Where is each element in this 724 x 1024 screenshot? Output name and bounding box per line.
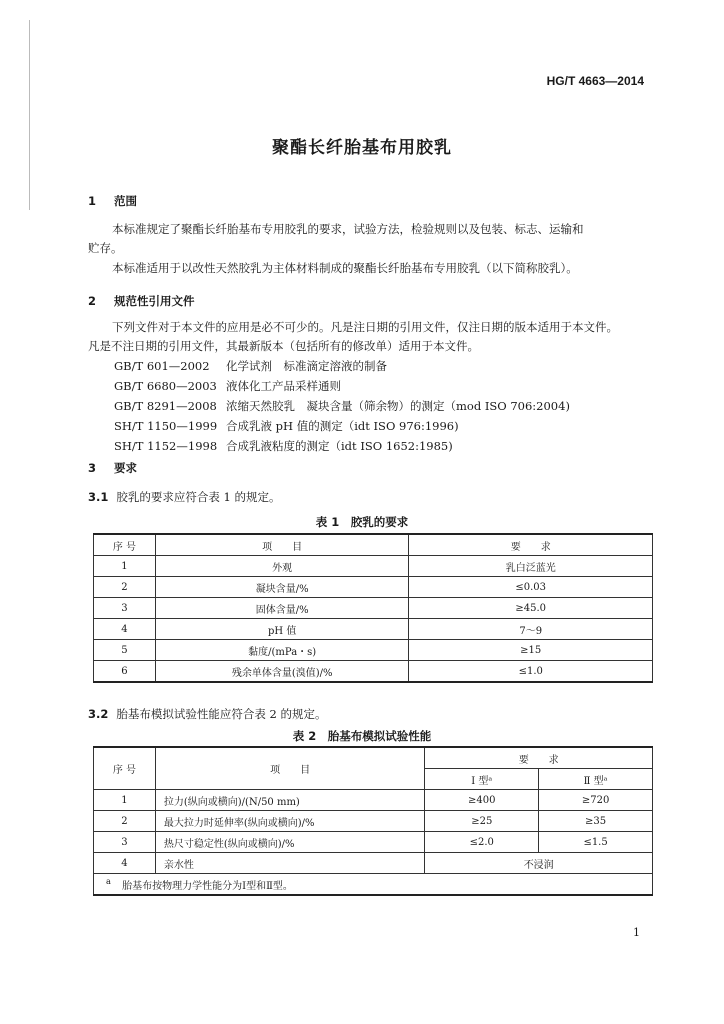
section-2-title: 规范性引用文件 [114,294,195,308]
table-cell: 亲水性 [155,853,425,874]
table-cell: ≥720 [539,790,653,811]
table-cell: 不浸润 [425,853,653,874]
table-cell: 固体含量/% [155,598,409,619]
section-3-heading [88,460,137,476]
table-cell: ≥45.0 [409,598,653,619]
reference-title: 合成乳液 pH 值的测定（idt ISO 976:1996) [226,419,459,433]
reference-item [114,418,459,434]
table-cell: 5 [94,640,156,661]
section-2-p1-line1: 下列文件对于本文件的应用是必不可少的。凡是注日期的引用文件，仅注日期的版本适用于本文件。 [112,320,618,334]
reference-code: SH/T 1152—1998 [114,439,218,453]
table-row [94,577,653,598]
table-2-header-item: 项 目 [155,747,425,790]
section-3-title: 要求 [114,461,138,475]
reference-title: 化学试剂 标准滴定溶液的制备 [226,359,387,373]
table-2-footnote [94,874,653,896]
table-cell: ≤0.03 [409,577,653,598]
table-2-caption: 表 2 胎基布模拟试验性能 [292,729,432,743]
clause-3-1-text: 胶乳的要求应符合表 1 的规定。 [116,490,281,504]
footnote-mark: a [106,876,111,887]
table-row [94,661,653,683]
reference-title: 液体化工产品采样通则 [226,379,341,393]
reference-code: GB/T 6680—2003 [114,379,217,393]
table-cell: 热尺寸稳定性(纵向或横向)/% [155,832,425,853]
table-2-header-requirement: 要 求 [425,747,653,769]
table-cell: 7～9 [409,619,653,640]
table-2-header-row [94,747,653,769]
table-2-footnote-row [94,874,653,896]
table-1-caption: 表 1 胶乳的要求 [315,515,409,529]
table-1-header-no: 序 号 [94,534,156,556]
section-3-number: 3 [88,461,97,475]
reference-item [114,378,341,394]
table-1-header-row [94,534,653,556]
table-cell: 外观 [155,556,409,577]
clause-3-1-number: 3.1 [88,490,109,504]
section-2-p1-line2: 凡是不注日期的引用文件，其最新版本（包括所有的修改单）适用于本文件。 [88,339,479,353]
table-cell: 6 [94,661,156,683]
table-cell: ≥15 [409,640,653,661]
table-row [94,790,653,811]
section-1-p1-line2: 贮存。 [88,241,123,255]
section-1-number: 1 [88,194,97,208]
document-title: 聚酯长纤胎基布用胶乳 [272,138,452,158]
table-cell: ≤2.0 [425,832,539,853]
table-cell: 3 [94,598,156,619]
table-cell: 乳白泛蓝光 [409,556,653,577]
table-cell: ≥400 [425,790,539,811]
table-2-header-type-1: Ⅰ 型ᵃ [425,769,539,790]
table-row [94,832,653,853]
table-cell: 拉力(纵向或横向)/(N/50 mm) [155,790,425,811]
section-2-heading [88,293,195,309]
reference-title: 合成乳液粘度的测定（idt ISO 1652:1985) [226,439,453,453]
table-cell: 黏度/(mPa・s) [155,640,409,661]
section-1-title: 范围 [114,194,138,208]
table-2-header-type-2: Ⅱ 型ᵃ [539,769,653,790]
standard-code: HG/T 4663—2014 [546,74,644,88]
section-1-p2: 本标准适用于以改性天然胶乳为主体材料制成的聚酯长纤胎基布专用胶乳（以下简称胶乳）。 [112,261,578,275]
reference-item [114,358,387,374]
table-2-header-no: 序 号 [94,747,156,790]
table-row [94,640,653,661]
table-row [94,619,653,640]
table-cell: 4 [94,853,156,874]
table-cell: ≤1.5 [539,832,653,853]
table-1-header-item: 项 目 [155,534,409,556]
clause-3-2-number: 3.2 [88,707,109,721]
table-row [94,853,653,874]
clause-3-2 [88,706,327,722]
table-1 [93,533,653,683]
table-cell: 2 [94,811,156,832]
clause-3-1 [88,489,281,505]
table-cell: 4 [94,619,156,640]
table-cell: 最大拉力时延伸率(纵向或横向)/% [155,811,425,832]
table-row [94,598,653,619]
table-row [94,556,653,577]
table-cell: 残余单体含量(溴值)/% [155,661,409,683]
footnote-text: 胎基布按物理力学性能分为Ⅰ型和Ⅱ型。 [122,880,293,892]
reference-item [114,398,570,414]
section-1-heading [88,193,137,209]
table-1-header-requirement: 要 求 [409,534,653,556]
clause-3-2-text: 胎基布模拟试验性能应符合表 2 的规定。 [116,707,327,721]
table-cell: 3 [94,832,156,853]
table-cell: ≥25 [425,811,539,832]
table-cell: 1 [94,790,156,811]
reference-title: 浓缩天然胶乳 凝块含量（筛余物）的测定（mod ISO 706:2004) [226,399,570,413]
table-cell: ≥35 [539,811,653,832]
page-number: 1 [633,926,640,939]
table-cell: ≤1.0 [409,661,653,683]
table-2 [93,746,653,896]
table-cell: 凝块含量/% [155,577,409,598]
table-row [94,811,653,832]
table-cell: 1 [94,556,156,577]
reference-code: SH/T 1150—1999 [114,419,218,433]
reference-code: GB/T 601—2002 [114,359,210,373]
section-1-p1-line1: 本标准规定了聚酯长纤胎基布专用胶乳的要求，试验方法，检验规则以及包装、标志、运输和 [112,222,584,236]
reference-item [114,438,453,454]
reference-code: GB/T 8291—2008 [114,399,217,413]
table-cell: pH 值 [155,619,409,640]
scan-edge-line [29,20,30,210]
section-2-number: 2 [88,294,97,308]
table-cell: 2 [94,577,156,598]
